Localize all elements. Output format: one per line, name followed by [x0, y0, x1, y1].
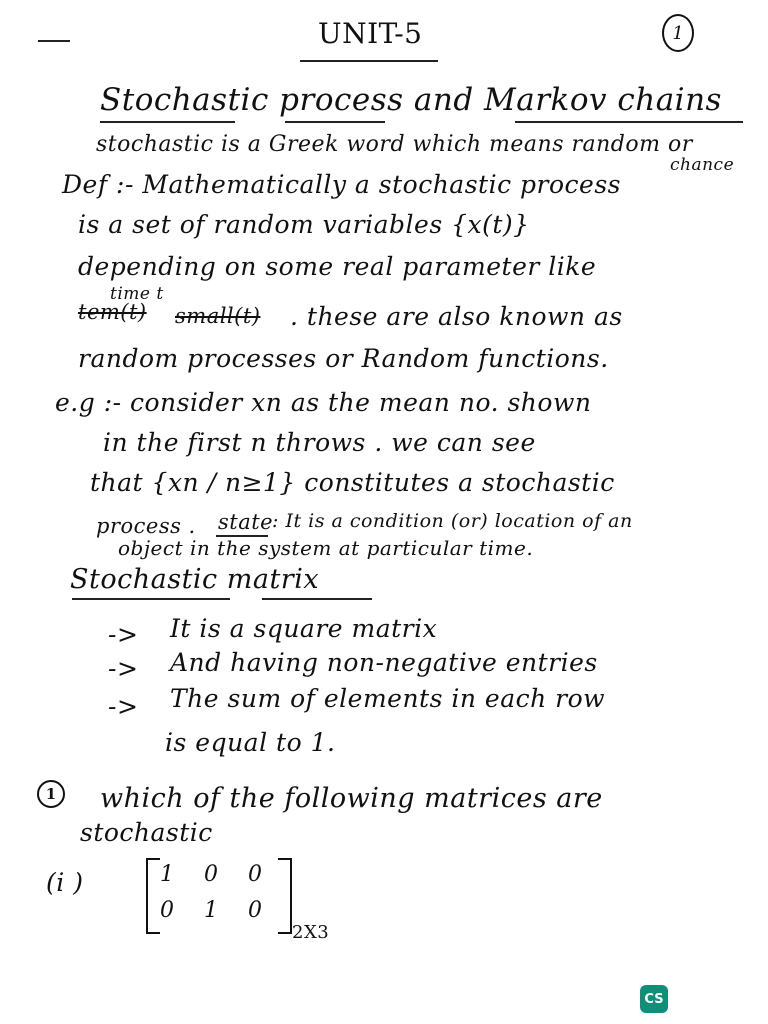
question-line-2: stochastic: [80, 818, 213, 847]
matrix-dimensions: 2X3: [292, 922, 330, 943]
bullet-arrow: ->: [108, 620, 139, 649]
matrix-cell: 0: [248, 898, 262, 923]
definition-time-note: time t: [110, 284, 164, 304]
scanner-app-badge: CS: [640, 985, 668, 1013]
matrix-cell: 0: [204, 862, 218, 887]
subheading-underline-1: [72, 598, 230, 600]
definition-line-2: is a set of random variables {x(t)}: [78, 210, 530, 239]
example-line-1: e.g :- consider xn as the mean no. shown: [55, 388, 592, 417]
page-number: 1: [662, 14, 694, 52]
margin-mark: [38, 40, 70, 42]
bullet-text: It is a square matrix: [170, 614, 438, 643]
matrix-cell: 1: [160, 862, 174, 887]
definition-line-3: depending on some real parameter like: [78, 252, 597, 281]
heading-underline-2: [285, 121, 385, 123]
unit-title-underline: [300, 60, 438, 62]
part-label: (i ): [46, 868, 84, 897]
heading-underline-3: [515, 121, 743, 123]
example-line-2: in the first n throws . we can see: [103, 428, 536, 457]
bullet-arrow: ->: [108, 692, 139, 721]
matrix-cell: 0: [160, 898, 174, 923]
definition-struck-1: tem(t): [78, 300, 147, 324]
unit-title: UNIT-5: [318, 17, 423, 50]
question-number: 1: [37, 780, 65, 808]
example-line-4-end: : It is a condition (or) location of an: [272, 510, 633, 532]
subheading-underline-2: [262, 598, 372, 600]
example-line-3: that {xn / n≥1} constitutes a stochastic: [90, 468, 615, 497]
subheading: Stochastic matrix: [70, 564, 320, 595]
intro-chance-note: chance: [670, 155, 735, 175]
state-term: state: [218, 510, 274, 534]
bullet-continuation: is equal to 1.: [165, 728, 336, 757]
intro-line: stochastic is a Greek word which means random or: [96, 132, 693, 157]
definition-line-4: . these are also known as: [290, 302, 623, 331]
bullet-arrow: ->: [108, 654, 139, 683]
matrix-right-bracket: [278, 858, 292, 934]
example-line-5: object in the system at particular time.: [118, 536, 534, 560]
matrix-cell: 1: [204, 898, 218, 923]
definition-line-5: random processes or Random functions.: [78, 344, 609, 373]
definition-struck-2: small(t): [175, 304, 261, 328]
definition-line-1: Def :- Mathematically a stochastic process: [62, 170, 621, 199]
bullet-text: The sum of elements in each row: [170, 684, 606, 713]
example-line-4-start: process .: [96, 514, 196, 538]
heading-underline-1: [100, 121, 235, 123]
bullet-text: And having non-negative entries: [170, 648, 598, 677]
matrix-cell: 0: [248, 862, 262, 887]
heading: Stochastic process and Markov chains: [100, 82, 722, 118]
question-line-1: which of the following matrices are: [100, 783, 603, 814]
